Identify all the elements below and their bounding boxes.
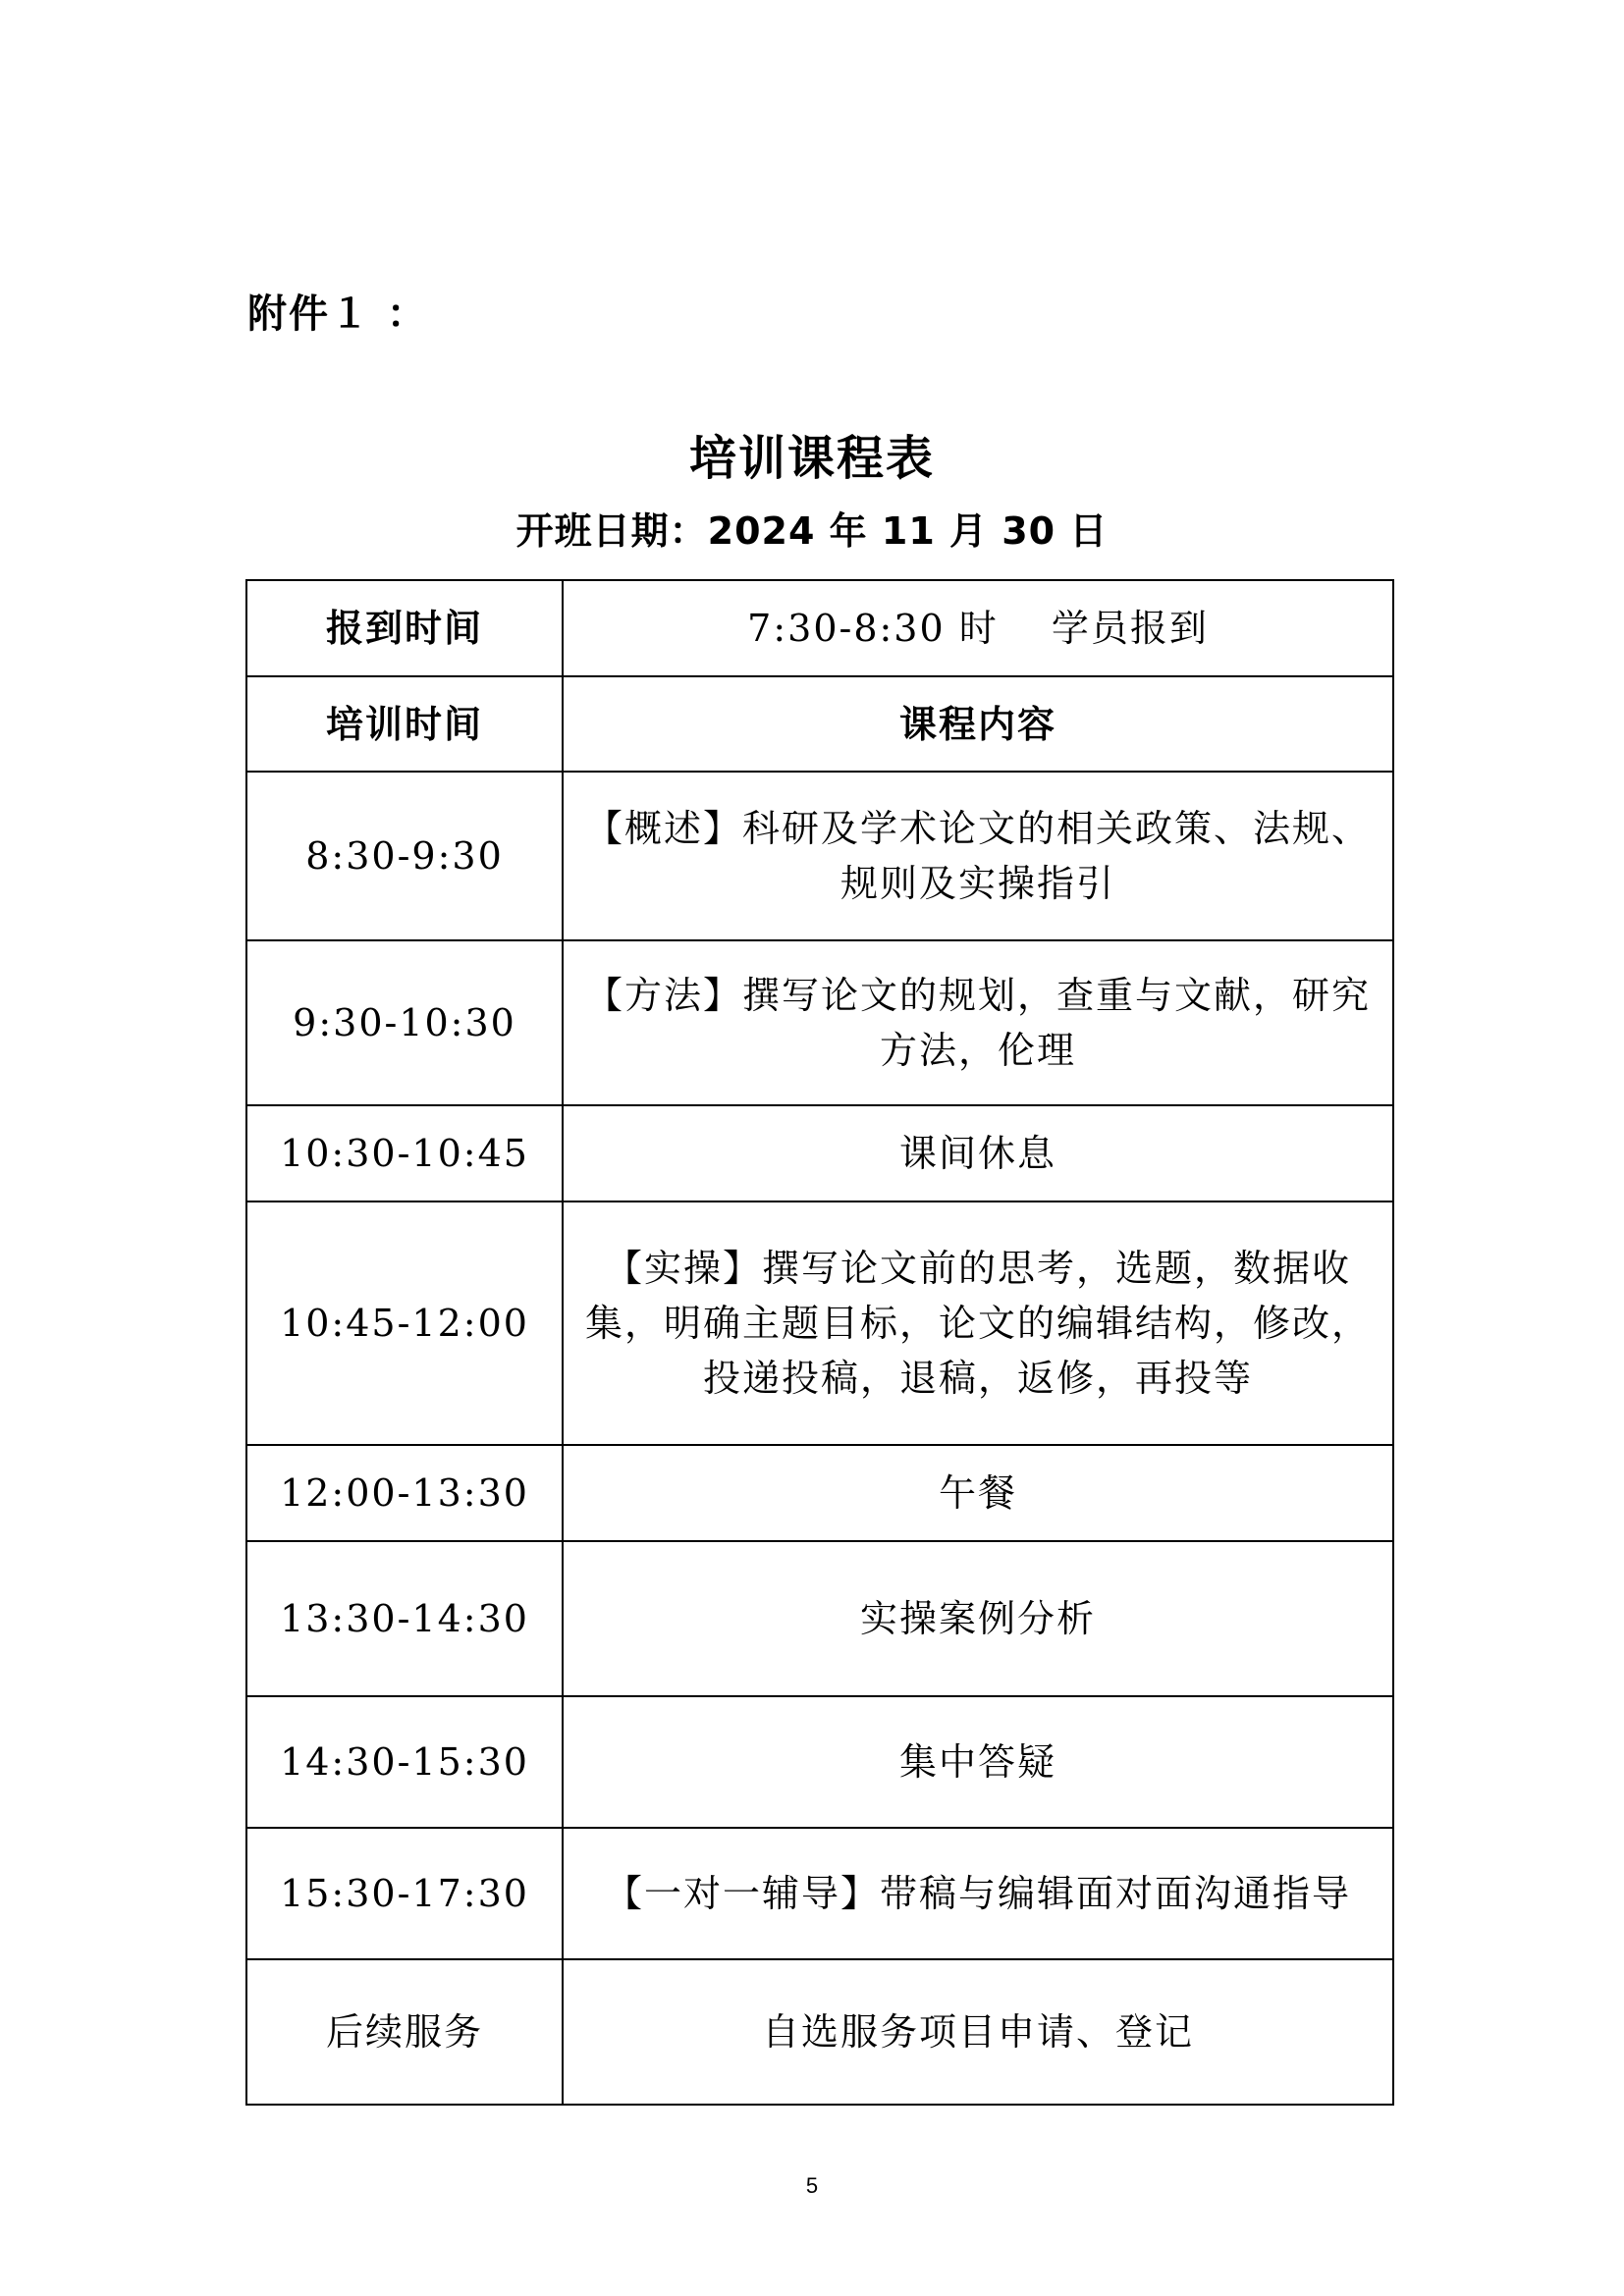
row-time: 8:30-9:30 bbox=[246, 772, 563, 940]
attachment-label: 附件１ ： bbox=[247, 292, 428, 337]
row-content: 午餐 bbox=[563, 1445, 1393, 1541]
table-row bbox=[246, 1201, 1393, 1445]
table-row bbox=[246, 1959, 1393, 2105]
row-time: 10:45-12:00 bbox=[246, 1201, 563, 1445]
page-number: 5 bbox=[805, 2173, 819, 2198]
row-content: 集中答疑 bbox=[563, 1696, 1393, 1828]
table-row bbox=[246, 772, 1393, 940]
row-time: 9:30-10:30 bbox=[246, 940, 563, 1105]
header-row bbox=[246, 676, 1393, 772]
table-row bbox=[246, 1105, 1393, 1201]
row-content: 课间休息 bbox=[563, 1105, 1393, 1201]
row-content: 【方法】撰写论文的规划，查重与文献，研究方法，伦理 bbox=[563, 940, 1393, 1105]
header-time: 培训时间 bbox=[246, 676, 563, 772]
row-content: 【一对一辅导】带稿与编辑面对面沟通指导 bbox=[563, 1828, 1393, 1959]
start-date-subtitle: 开班日期：2024 年 11 月 30 日 bbox=[515, 509, 1109, 553]
row-time: 12:00-13:30 bbox=[246, 1445, 563, 1541]
table-row bbox=[246, 1828, 1393, 1959]
table-row bbox=[246, 1696, 1393, 1828]
registration-row bbox=[246, 580, 1393, 676]
header-content: 课程内容 bbox=[563, 676, 1393, 772]
row-time: 13:30-14:30 bbox=[246, 1541, 563, 1696]
schedule-table bbox=[245, 579, 1394, 2106]
row-time: 10:30-10:45 bbox=[246, 1105, 563, 1201]
row-time: 14:30-15:30 bbox=[246, 1696, 563, 1828]
table-row bbox=[246, 1541, 1393, 1696]
registration-label: 报到时间 bbox=[246, 580, 563, 676]
table-row bbox=[246, 1445, 1393, 1541]
row-content: 【概述】科研及学术论文的相关政策、法规、规则及实操指引 bbox=[563, 772, 1393, 940]
row-time: 15:30-17:30 bbox=[246, 1828, 563, 1959]
row-content: 实操案例分析 bbox=[563, 1541, 1393, 1696]
table-row bbox=[246, 940, 1393, 1105]
page-title: 培训课程表 bbox=[688, 431, 935, 486]
registration-value: 7:30-8:30 时 学员报到 bbox=[563, 580, 1393, 676]
row-content: 【实操】撰写论文前的思考，选题，数据收集，明确主题目标，论文的编辑结构，修改，投递投稿，退稿，返修，再投等 bbox=[563, 1201, 1393, 1445]
row-time: 后续服务 bbox=[246, 1959, 563, 2105]
row-content: 自选服务项目申请、登记 bbox=[563, 1959, 1393, 2105]
